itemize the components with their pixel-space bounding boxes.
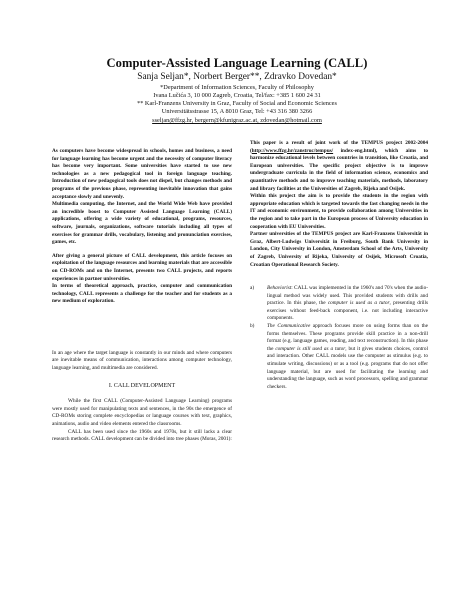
partners-paragraph: Partner universities of the TEMPUS project are Karl-Franzens Universität in Graz, Albert-Ludwigs Universität in Freiburg, South Bank University in London, City University in London, Amsterdam School of the Arts, University of Zagreb, University of Rijeka, University of Osijek, Microsoft Croatia, Croatian Operational Research Society. [250, 231, 428, 268]
abstract-paragraph: As computers have become widespread in schools, homes and business, a need for language learning has become urgent and the necessity of computer literacy has become very important. Some universities have started to use new technologies as a new pedagogical tool in foreign language teaching. Introduction of new pedagogical tools does not dispel, but changes methods and programs of the previous phase, representing inevitable innovation that gains acceptance slowly and unevenly. [52, 148, 232, 200]
project-link[interactable]: http://www.ffzg.hr/zanstruc/tempus/ [251, 147, 334, 154]
paper-authors: Sanja Seljan*, Norbert Berger**, Zdravko Dovedan* [137, 72, 337, 82]
affiliation-line: ** Karl-Franzens University in Graz, Faculty of Social and Economic Sciences [137, 100, 337, 107]
list-label: b) [250, 323, 255, 330]
left-column [52, 148, 232, 444]
body-paragraph: CALL has been used since the 1960s and 1970s, but it still lacks a clear research methods. CALL development can be divided into tree phases (Moras, 2001): [52, 428, 232, 443]
affiliation-line: Ivana Lučića 3, 10 000 Zagreb, Croatia, Tel/fax: +385 1 600 24 31 [153, 92, 321, 99]
list-item [250, 323, 428, 391]
affiliation-line: Universitätsstrasse 15, A 8010 Graz, Tel: +43 316 380 3266 [161, 108, 313, 115]
abstract-paragraph: In terms of theoretical approach, practice, computer and communication technology, CALL represents a challenge for the teacher and for students as a new medium of exploration. [52, 283, 232, 305]
intro-paragraph: In an age where the target language is constantly in our minds and where computers are inevitable means of communication, interactions among computer technology, language learning, and multimedia are considered. [52, 349, 232, 372]
paper-title: Computer-Assisted Language Learning (CALL) [106, 56, 368, 70]
section-heading: I. CALL DEVELOPMENT [108, 382, 176, 389]
body-paragraph: While the first CALL (Computer-Assisted Language Learning) programs were mostly used for manipulating texts and sentences, in the 90s the emergence of CD-ROMs storing complete encyclopedias or language courses with text, graphics, animations, audio and video elements entered the classrooms. [52, 398, 232, 428]
list-label: a) [250, 285, 255, 292]
abstract-paragraph: After giving a general picture of CALL development, this article focuses on exploitation of the language resources and learning materials that are accessible on CD-ROMs and on the Internet, presents two CALL projects, and reports experiences in partner universities. [52, 252, 232, 282]
objectives-paragraph: Within this project the aim is to provide the students in the region with appropriate education which is targeted towards the fast changing needs in the IT and economic environment, to provide collaboration among Universities in the region and to take part in the European process of University education in cooperation with EU Universities. [250, 193, 428, 230]
abstract-paragraph: Multimedia computing, the Internet, and the World Wide Web have provided an incredible boost to Computer Assisted Language Learning (CALL) applications, offering a wide variety of educational, programs, resources, software, journals, organizations, software tutorials including all types of exercises for grammar drills, vocabulary, listening and pronunciation exercises, games, etc. [52, 201, 232, 246]
list-item [250, 285, 428, 323]
project-paragraph: This paper is a result of joint work of the TEMPUS project 2002-2004 (http://www.ffzg.hr/zanstruc/tempus/ index-eng.html), which aims to harmonize educational levels between countries in transition, like Croatia, and European universities. The specific project objective is to improve undergraduate curricula in the field of information science, economics and quantitative methods and to improve teaching materials, methods, laboratory and library facilities at the Universities of Zagreb, Rijeka and Osijek. [250, 140, 428, 192]
author-emails[interactable]: sseljan@ffzg.hr, bergern@kfunigraz.ac.at, zdovedan@hotmail.com [152, 117, 322, 124]
list-body: The Communicative approach focuses more on using forms than on the forms themselves. These programs provide skill practice in a non-drill format (e.g. language games, reading, and text reconstruction). In this phase the computer is still used as a tutor, but it gives students choices, control and interaction. Other CALL models use the computer as stimulus (e.g. to stimulate writing, discussions) or as a tool (e.g. programs that do not offer language material, but are used for facilitating the learning and understanding the language, such as word processors, spelling and grammar checkers. [267, 323, 428, 390]
right-column [250, 140, 428, 391]
list-body: Behaviorist: CALL was implemented in the 1960's and 70's when the audio-lingual method was widely used. This provided students with drills and practice. In this phase, the computer is used as a tutor, presenting drills exercises without feed-back component, i.e. not including interactive components. [267, 285, 428, 322]
affiliation-line: *Department of Information Sciences, Faculty of Philosophy [160, 84, 314, 91]
